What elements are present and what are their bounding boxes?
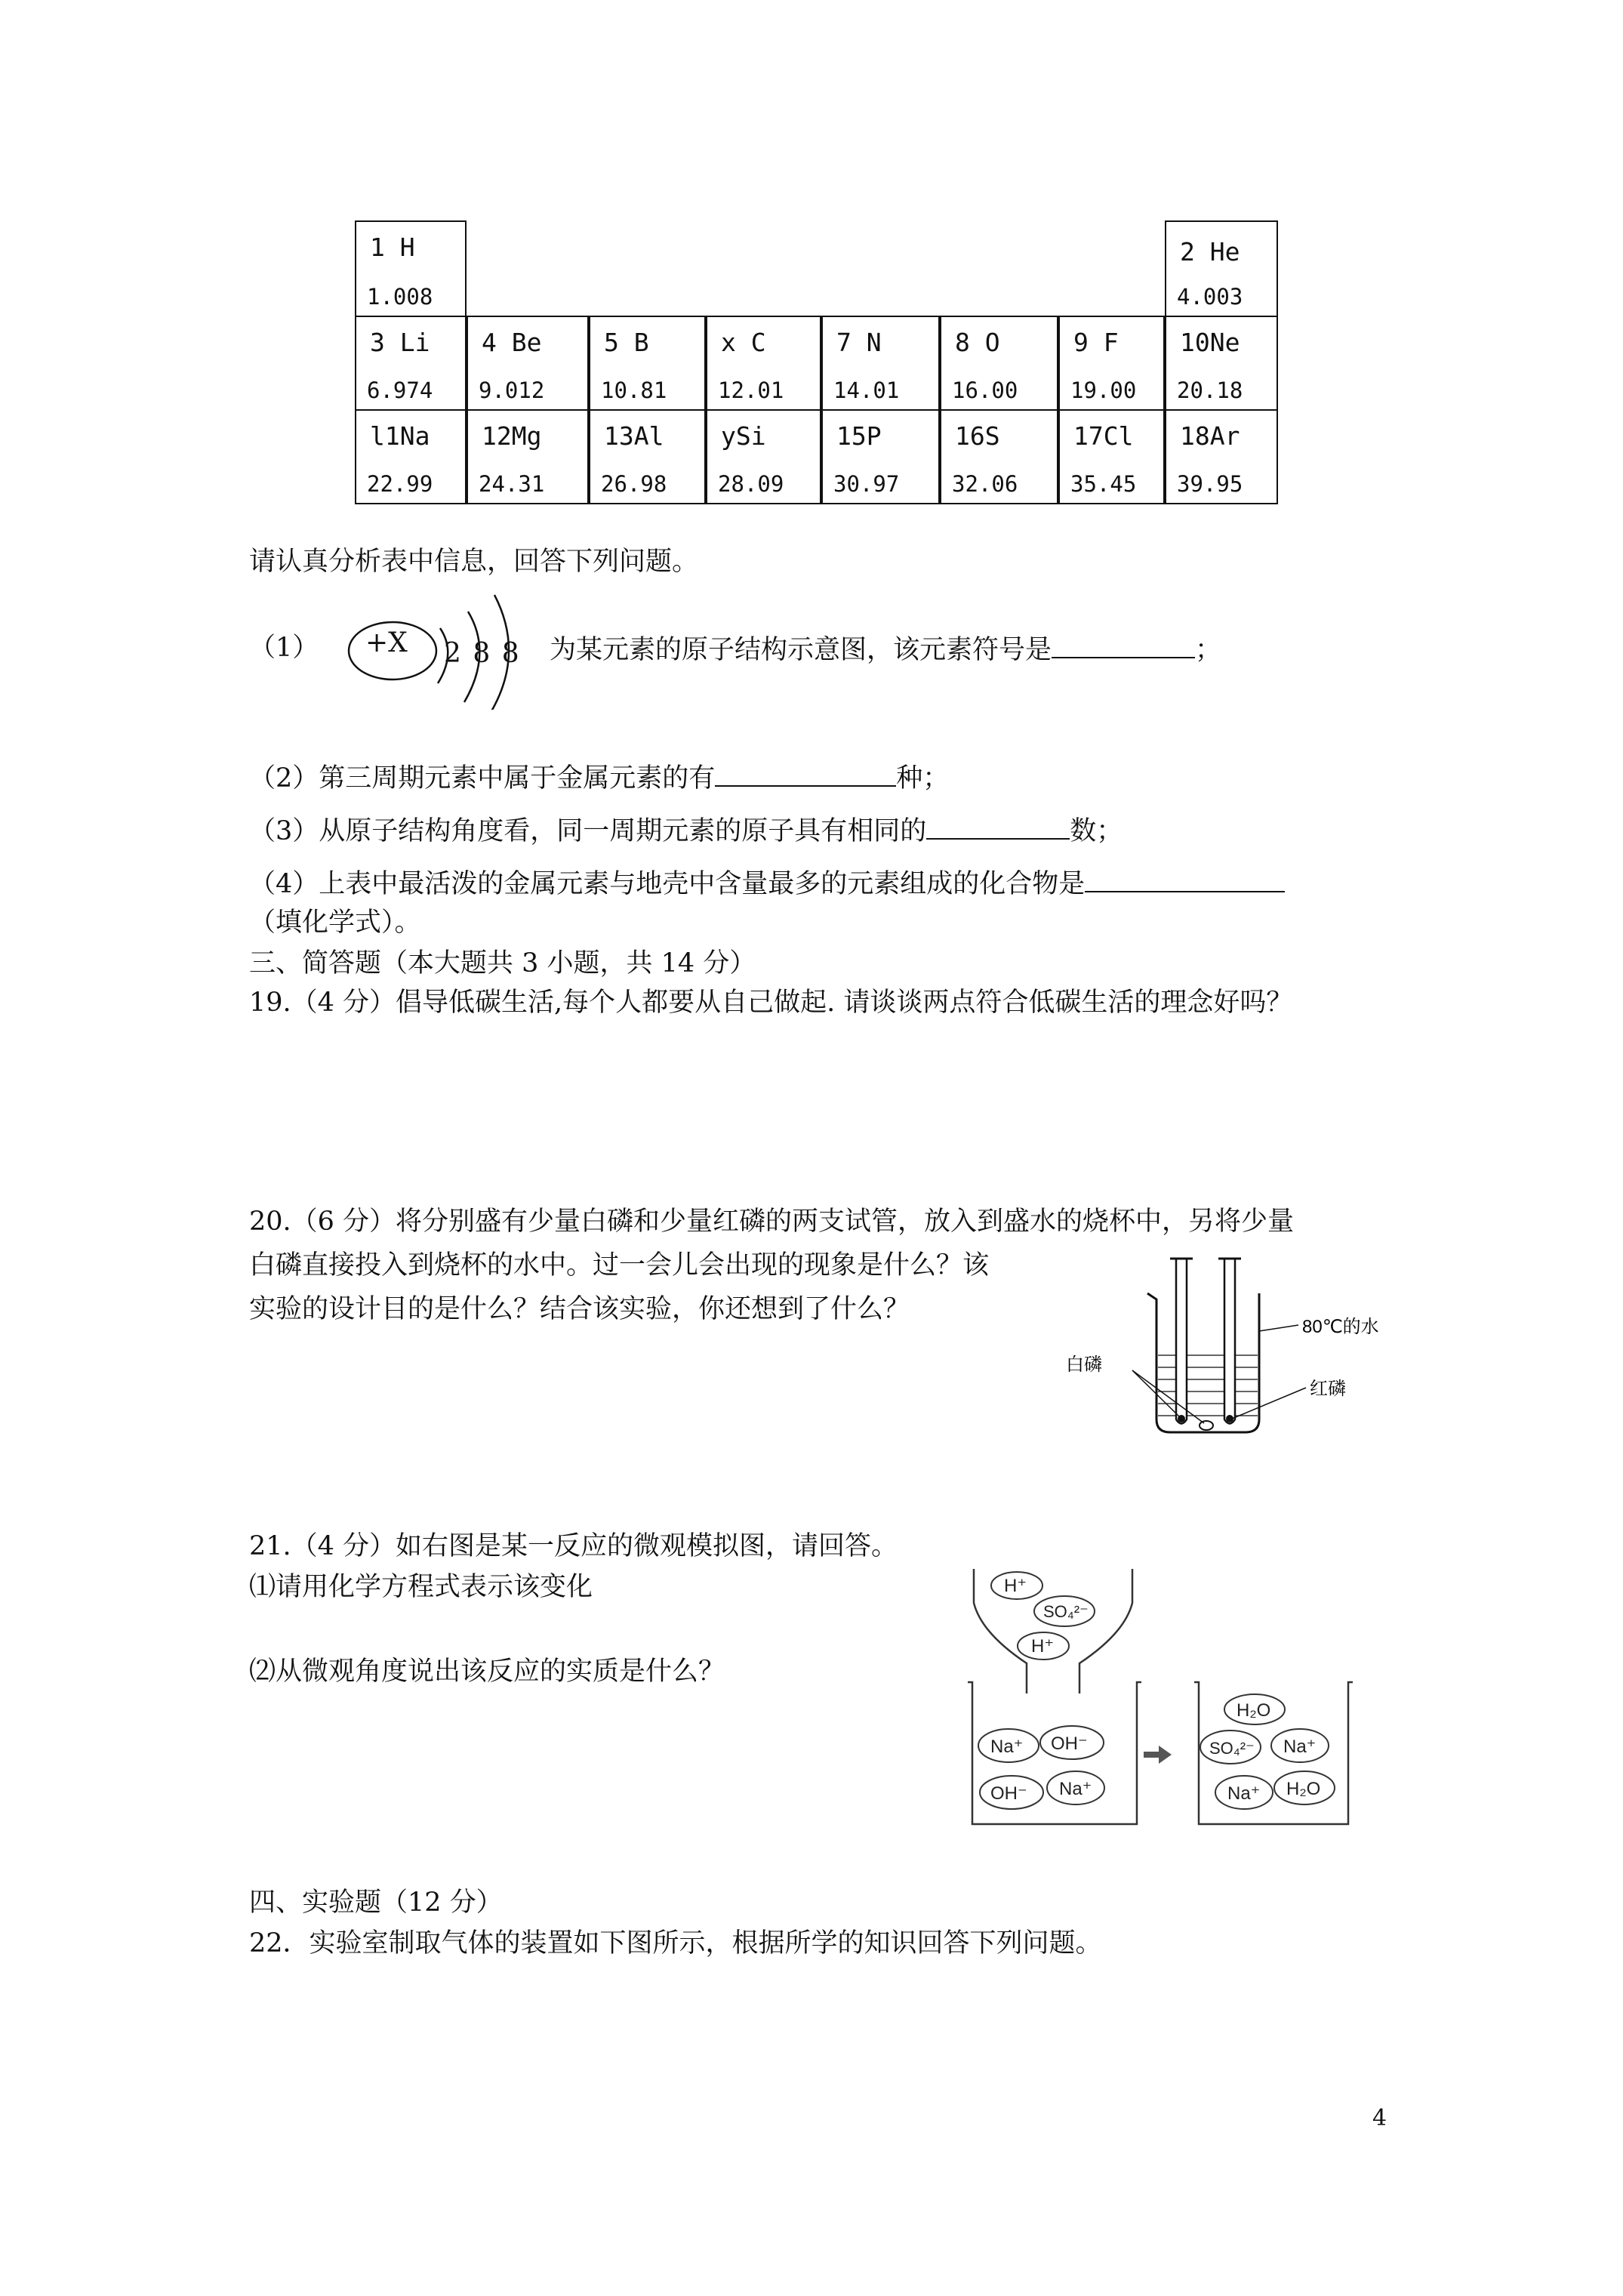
ion-sulfate-1: SO₄²⁻ [1043,1602,1089,1621]
element-symbol: 16S [955,421,1000,451]
q1-answer-blank[interactable] [1052,631,1195,658]
periodic-table [355,220,1276,504]
q4-answer-blank[interactable] [1085,865,1285,892]
element-symbol: 8 O [955,328,1000,357]
ion-na-plus-1: Na⁺ [990,1737,1024,1757]
ion-na-plus-2: Na⁺ [1059,1779,1092,1799]
element-mass: 6.974 [367,378,433,403]
element-symbol: x C [721,328,766,357]
element-cell [355,409,467,504]
element-mass: 9.012 [479,378,545,403]
element-cell [706,409,821,504]
element-cell [589,409,706,504]
element-symbol: 9 F [1073,328,1119,357]
element-mass: 39.95 [1177,471,1243,497]
atom-nucleus-label: +X [365,627,408,658]
molecule-water-2: H₂O [1286,1779,1321,1799]
element-symbol: 3 Li [370,328,430,357]
q21-line1: 21.（4 分）如右图是某一反应的微观模拟图，请回答。 [249,1531,898,1561]
element-mass: 32.06 [952,471,1018,497]
element-mass: 16.00 [952,378,1018,403]
label-white-phosphorus: 白磷 [1066,1354,1102,1375]
q3-answer-blank[interactable] [926,812,1070,840]
element-mass: 22.99 [367,471,433,497]
ion-na-plus-3: Na⁺ [1283,1737,1317,1757]
ion-h-plus-1: H⁺ [1004,1576,1027,1596]
element-symbol: 5 B [604,328,649,357]
element-cell [940,316,1058,411]
element-mass: 1.008 [367,284,433,310]
section3-heading: 三、简答题（本大题共 3 小题，共 14 分） [249,948,756,978]
molecule-water-1: H₂O [1236,1700,1271,1721]
section4-heading: 四、实验题（12 分） [249,1888,503,1918]
q20-line1: 20.（6 分）将分别盛有少量白磷和少量红磷的两支试管，放入到盛水的烧杯中，另将少量 [249,1207,1295,1237]
element-cell [589,316,706,411]
element-symbol: 1 H [370,233,415,262]
q20-line3: 实验的设计目的是什么？结合该实验，你还想到了什么？ [249,1294,910,1324]
element-symbol: 17Cl [1073,421,1134,451]
element-cell [1165,316,1278,411]
element-cell [706,316,821,411]
atom-shell-electrons: 2 8 8 [444,638,521,669]
element-mass: 28.09 [718,471,784,497]
element-cell-he [1165,220,1278,317]
element-symbol: 2 He [1180,237,1240,267]
q4-text [249,865,1285,901]
q2-end: 种； [896,763,950,794]
element-cell [355,316,467,411]
beaker-phosphorus-diagram [1057,1250,1404,1446]
q4-question: （4）上表中最活泼的金属元素与地壳中含量最多的元素组成的化合物是 [249,869,1086,899]
q2-answer-blank[interactable] [715,760,896,787]
q19-text: 19.（4 分）倡导低碳生活,每个人都要从自己做起. 请谈谈两点符合低碳生活的理念好吗？ [249,988,1293,1018]
reaction-micro-diagram [959,1561,1366,1841]
element-mass: 12.01 [718,378,784,403]
element-mass: 35.45 [1070,471,1137,497]
q20-line2: 白磷直接投入到烧杯的水中。过一会儿会出现的现象是什么？该 [249,1250,990,1281]
q4-line2: （填化学式）。 [249,908,421,938]
q1-number: （1） [249,633,319,663]
element-symbol: 12Mg [482,421,542,451]
element-cell [1058,316,1165,411]
element-mass: 10.81 [601,378,667,403]
element-cell [1058,409,1165,504]
intro-text: 请认真分析表中信息，回答下列问题。 [249,547,699,577]
ion-oh-minus-2: OH⁻ [990,1783,1027,1804]
q2-question: （2）第三周期元素中属于金属元素的有 [249,763,716,794]
element-cell [821,409,940,504]
element-mass: 26.98 [601,471,667,497]
q2-text [249,760,949,795]
element-symbol: 4 Be [482,328,542,357]
element-cell [940,409,1058,504]
element-cell [1165,409,1278,504]
element-mass: 14.01 [833,378,900,403]
element-symbol: 10Ne [1180,328,1240,357]
q21-sub2: ⑵从微观角度说出该反应的实质是什么？ [249,1657,725,1687]
q1-text [550,631,1221,667]
element-mass: 24.31 [479,471,545,497]
label-red-phosphorus: 红磷 [1310,1379,1346,1399]
ion-sulfate-2: SO₄²⁻ [1209,1739,1255,1758]
element-symbol: 7 N [836,328,882,357]
element-mass: 30.97 [833,471,900,497]
page-number: 4 [1372,2105,1387,2131]
element-mass: 19.00 [1070,378,1137,403]
element-symbol: 15P [836,421,882,451]
element-cell [467,316,589,411]
q3-end: 数； [1070,816,1123,846]
q1-end: ； [1195,635,1222,665]
ion-oh-minus-1: OH⁻ [1051,1734,1088,1754]
label-80c-water: 80℃的水 [1302,1317,1379,1337]
element-symbol: l1Na [370,421,430,451]
element-cell [821,316,940,411]
element-cell-h [355,220,467,317]
element-cell [467,409,589,504]
element-symbol: ySi [721,421,766,451]
q1-question: 为某元素的原子结构示意图，该元素符号是 [550,635,1052,665]
element-symbol: 18Ar [1180,421,1240,451]
ion-na-plus-4: Na⁺ [1227,1783,1261,1804]
element-symbol: 13Al [604,421,664,451]
q21-sub1: ⑴请用化学方程式表示该变化 [249,1572,593,1602]
q3-text [249,812,1123,848]
element-mass: 20.18 [1177,378,1243,403]
ion-h-plus-2: H⁺ [1031,1636,1054,1657]
q22-text: 22．实验室制取气体的装置如下图所示，根据所学的知识回答下列问题。 [249,1928,1102,1959]
element-mass: 4.003 [1177,284,1243,310]
q3-question: （3）从原子结构角度看，同一周期元素的原子具有相同的 [249,816,927,846]
